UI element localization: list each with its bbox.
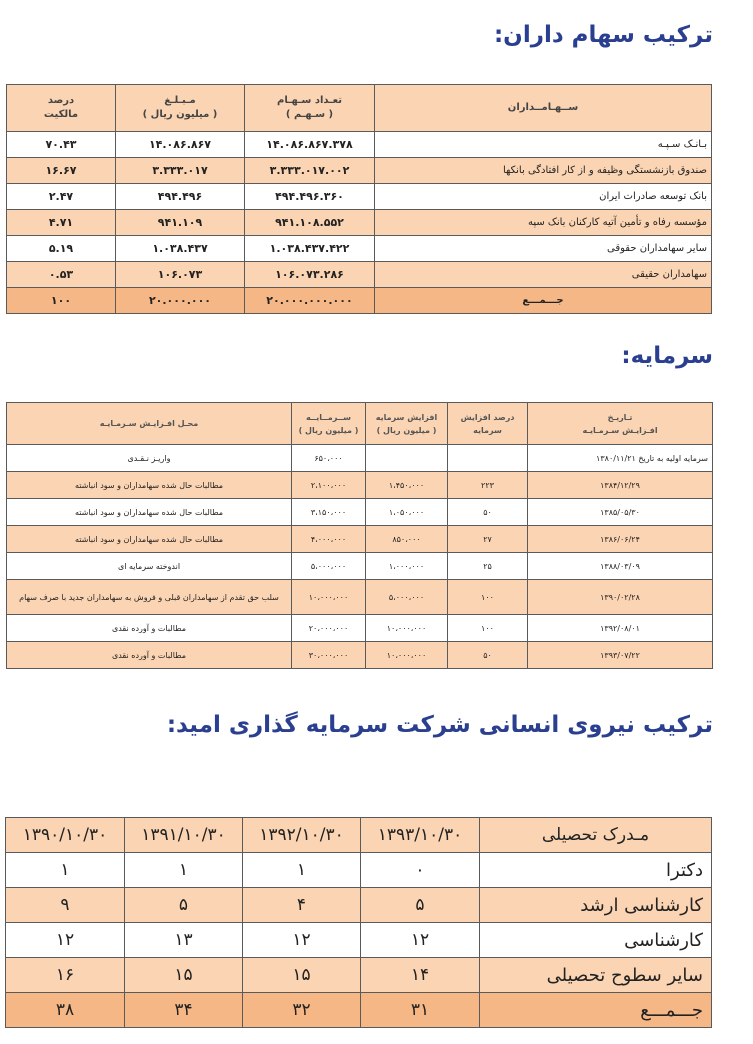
count-1392: ۴ (243, 888, 361, 923)
capital-date: ۱۳۸۴/۱۲/۲۹ (528, 472, 713, 499)
degree-label: دکترا (480, 853, 712, 888)
amount: ۱.۰۳۸.۴۳۷ (116, 236, 245, 262)
table-row (7, 615, 713, 642)
table-row (7, 499, 713, 526)
shareholder-name: سایر سهامداران حقوقی (375, 236, 712, 262)
share-count: ۱.۰۳۸.۴۳۷.۴۲۲ (245, 236, 375, 262)
increase-source: مطالبات و آورده نقدی (7, 642, 292, 669)
capital-heading: سرمایه: (621, 343, 713, 369)
capital-date: ۱۳۸۵/۰۵/۳۰ (528, 499, 713, 526)
capital-date: سرمایه اولیه به تاریخ ۱۳۸۰/۱۱/۲۱ (528, 445, 713, 472)
header-share-count-line1: تعـداد سـهـام (277, 95, 342, 106)
table-row (6, 923, 712, 958)
header-shareholders: ســهـامــداران (375, 85, 712, 132)
total-1393: ۳۱ (361, 993, 480, 1028)
workforce-header-row (6, 818, 712, 853)
shareholder-name: بـانـک سـپـه (375, 132, 712, 158)
amount: ۱۰۶.۰۷۳ (116, 262, 245, 288)
table-row (7, 132, 712, 158)
header-increase-percent-line2: سرمایه (473, 425, 502, 435)
header-capital-line1: ســرمــایــه (305, 412, 352, 422)
count-1390: ۱ (6, 853, 125, 888)
count-1391: ۵ (125, 888, 243, 923)
count-1390: ۹ (6, 888, 125, 923)
ownership-percent: ۴.۷۱ (7, 210, 116, 236)
share-count: ۱۰۶.۰۷۳.۲۸۶ (245, 262, 375, 288)
workforce-table (5, 817, 712, 1028)
degree-label: سایر سطوح تحصیلی (480, 958, 712, 993)
capital-increase: ۱۰،۰۰۰،۰۰۰ (366, 642, 448, 669)
header-amount-line1: مـبـلـغ (164, 95, 196, 106)
shareholder-name: بانک توسعه صادرات ایران (375, 184, 712, 210)
count-1391: ۱۳ (125, 923, 243, 958)
capital-increase: ۱،۴۵۰،۰۰۰ (366, 472, 448, 499)
header-increase-percent (448, 403, 528, 445)
table-row (7, 158, 712, 184)
table-row (6, 888, 712, 923)
header-year-1393: ۱۳۹۳/۱۰/۳۰ (361, 818, 480, 853)
count-1391: ۱۵ (125, 958, 243, 993)
count-1392: ۱۵ (243, 958, 361, 993)
capital-table (6, 402, 713, 669)
degree-label: کارشناسی (480, 923, 712, 958)
ownership-percent: ۰.۵۳ (7, 262, 116, 288)
count-1391: ۱ (125, 853, 243, 888)
increase-source: مطالبات حال شده سهامداران و سود انباشته (7, 526, 292, 553)
capital-increase: ۱۰،۰۰۰،۰۰۰ (366, 615, 448, 642)
ownership-percent: ۷۰.۴۳ (7, 132, 116, 158)
count-1390: ۱۶ (6, 958, 125, 993)
capital-date: ۱۳۹۲/۰۸/۰۱ (528, 615, 713, 642)
shareholder-name: مؤسسه رفاه و تأمین آتیه کارکنان بانک سپه (375, 210, 712, 236)
header-increase-percent-line1: درصد افزایش (460, 412, 515, 422)
capital-increase (366, 445, 448, 472)
header-degree: مـدرک تحصیلی (480, 818, 712, 853)
shareholders-table (6, 84, 712, 314)
header-amount-line2: ( میلیون ریال ) (142, 109, 218, 120)
header-share-count-line2: ( سـهـم ) (285, 109, 334, 120)
table-row (7, 236, 712, 262)
header-capital-increase-line2: ( میلیون ریال ) (376, 425, 437, 435)
increase-source: مطالبات حال شده سهامداران و سود انباشته (7, 472, 292, 499)
capital-amount: ۲۰،۰۰۰،۰۰۰ (292, 615, 366, 642)
table-row (7, 553, 713, 580)
header-capital-increase-line1: افزایش سرمایه (375, 412, 438, 422)
header-share-count (245, 85, 375, 132)
header-ownership-percent (7, 85, 116, 132)
capital-amount: ۵،۰۰۰،۰۰۰ (292, 553, 366, 580)
total-row (7, 288, 712, 314)
increase-percent: ۲۵ (448, 553, 528, 580)
table-row (6, 958, 712, 993)
capital-date: ۱۳۹۰/۰۲/۲۸ (528, 580, 713, 615)
workforce-heading: ترکیب نیروی انسانی شرکت سرمایه گذاری امید: (166, 712, 713, 738)
table-row (7, 472, 713, 499)
share-count: ۴۹۴.۴۹۶.۳۶۰ (245, 184, 375, 210)
capital-amount: ۳،۱۵۰،۰۰۰ (292, 499, 366, 526)
increase-percent: ۱۰۰ (448, 580, 528, 615)
capital-header-row (7, 403, 713, 445)
ownership-percent: ۲.۴۷ (7, 184, 116, 210)
increase-percent: ۵۰ (448, 499, 528, 526)
table-row (7, 262, 712, 288)
header-year-1392: ۱۳۹۲/۱۰/۳۰ (243, 818, 361, 853)
amount: ۳.۳۳۳.۰۱۷ (116, 158, 245, 184)
header-capital (292, 403, 366, 445)
total-label: جـــمـــع (480, 993, 712, 1028)
increase-source: مطالبات و آورده نقدی (7, 615, 292, 642)
capital-increase: ۸۵۰،۰۰۰ (366, 526, 448, 553)
increase-percent: ۱۰۰ (448, 615, 528, 642)
total-1392: ۳۲ (243, 993, 361, 1028)
increase-percent: ۵۰ (448, 642, 528, 669)
increase-percent: ۲۷ (448, 526, 528, 553)
ownership-percent: ۵.۱۹ (7, 236, 116, 262)
table-row (7, 526, 713, 553)
ownership-percent: ۱۶.۶۷ (7, 158, 116, 184)
amount: ۱۴.۰۸۶.۸۶۷ (116, 132, 245, 158)
capital-increase: ۱،۰۰۰،۰۰۰ (366, 553, 448, 580)
increase-percent: ۲۲۳ (448, 472, 528, 499)
shareholder-name: صندوق بازنشستگی وظیفه و از کار افتادگی بانکها (375, 158, 712, 184)
capital-amount: ۴،۰۰۰،۰۰۰ (292, 526, 366, 553)
increase-source: مطالبات حال شده سهامداران و سود انباشته (7, 499, 292, 526)
capital-amount: ۲،۱۰۰،۰۰۰ (292, 472, 366, 499)
capital-date: ۱۳۹۳/۰۷/۲۲ (528, 642, 713, 669)
header-year-1390: ۱۳۹۰/۱۰/۳۰ (6, 818, 125, 853)
capital-amount: ۱۰،۰۰۰،۰۰۰ (292, 580, 366, 615)
header-date-line1: تـاریـخ (607, 412, 633, 422)
table-row (7, 445, 713, 472)
header-date (528, 403, 713, 445)
capital-date: ۱۳۸۶/۰۶/۲۴ (528, 526, 713, 553)
header-capital-line2: ( میلیون ریال ) (298, 425, 359, 435)
capital-amount: ۶۵۰،۰۰۰ (292, 445, 366, 472)
header-source: محـل افـزایـش سـرمـایـه (7, 403, 292, 445)
table-row (6, 853, 712, 888)
capital-increase: ۵،۰۰۰،۰۰۰ (366, 580, 448, 615)
total-label: جـــمـــع (375, 288, 712, 314)
total-share-count: ۲۰.۰۰۰.۰۰۰.۰۰۰ (245, 288, 375, 314)
header-date-line2: افـزایـش سـرمـایـه (582, 425, 658, 435)
increase-source: اندوخته سرمایه ای (7, 553, 292, 580)
header-ownership-line1: درصد (47, 95, 75, 106)
total-row (6, 993, 712, 1028)
count-1393: ۱۲ (361, 923, 480, 958)
capital-increase: ۱،۰۵۰،۰۰۰ (366, 499, 448, 526)
degree-label: کارشناسی ارشد (480, 888, 712, 923)
count-1390: ۱۲ (6, 923, 125, 958)
header-amount (116, 85, 245, 132)
header-capital-increase (366, 403, 448, 445)
share-count: ۹۴۱.۱۰۸.۵۵۲ (245, 210, 375, 236)
increase-source: واریـز نـقـدی (7, 445, 292, 472)
count-1393: ۰ (361, 853, 480, 888)
header-year-1391: ۱۳۹۱/۱۰/۳۰ (125, 818, 243, 853)
capital-amount: ۳۰،۰۰۰،۰۰۰ (292, 642, 366, 669)
increase-source: سلب حق تقدم از سهامداران قبلی و فروش به سهامداران جدید با صرف سهام (7, 580, 292, 615)
count-1393: ۵ (361, 888, 480, 923)
capital-date: ۱۳۸۸/۰۳/۰۹ (528, 553, 713, 580)
share-count: ۱۴.۰۸۶.۸۶۷.۳۷۸ (245, 132, 375, 158)
table-row (7, 642, 713, 669)
table-row (7, 580, 713, 615)
header-ownership-line2: مالکیت (43, 109, 79, 120)
amount: ۴۹۴.۴۹۶ (116, 184, 245, 210)
total-amount: ۲۰.۰۰۰.۰۰۰ (116, 288, 245, 314)
share-count: ۳.۳۳۳.۰۱۷.۰۰۲ (245, 158, 375, 184)
amount: ۹۴۱.۱۰۹ (116, 210, 245, 236)
shareholders-heading: ترکیب سهام داران: (493, 22, 713, 48)
count-1392: ۱ (243, 853, 361, 888)
total-1390: ۳۸ (6, 993, 125, 1028)
increase-percent (448, 445, 528, 472)
count-1392: ۱۲ (243, 923, 361, 958)
count-1393: ۱۴ (361, 958, 480, 993)
shareholder-name: سهامداران حقیقی (375, 262, 712, 288)
total-percent: ۱۰۰ (7, 288, 116, 314)
shareholders-header-row (7, 85, 712, 132)
table-row (7, 210, 712, 236)
total-1391: ۳۴ (125, 993, 243, 1028)
table-row (7, 184, 712, 210)
